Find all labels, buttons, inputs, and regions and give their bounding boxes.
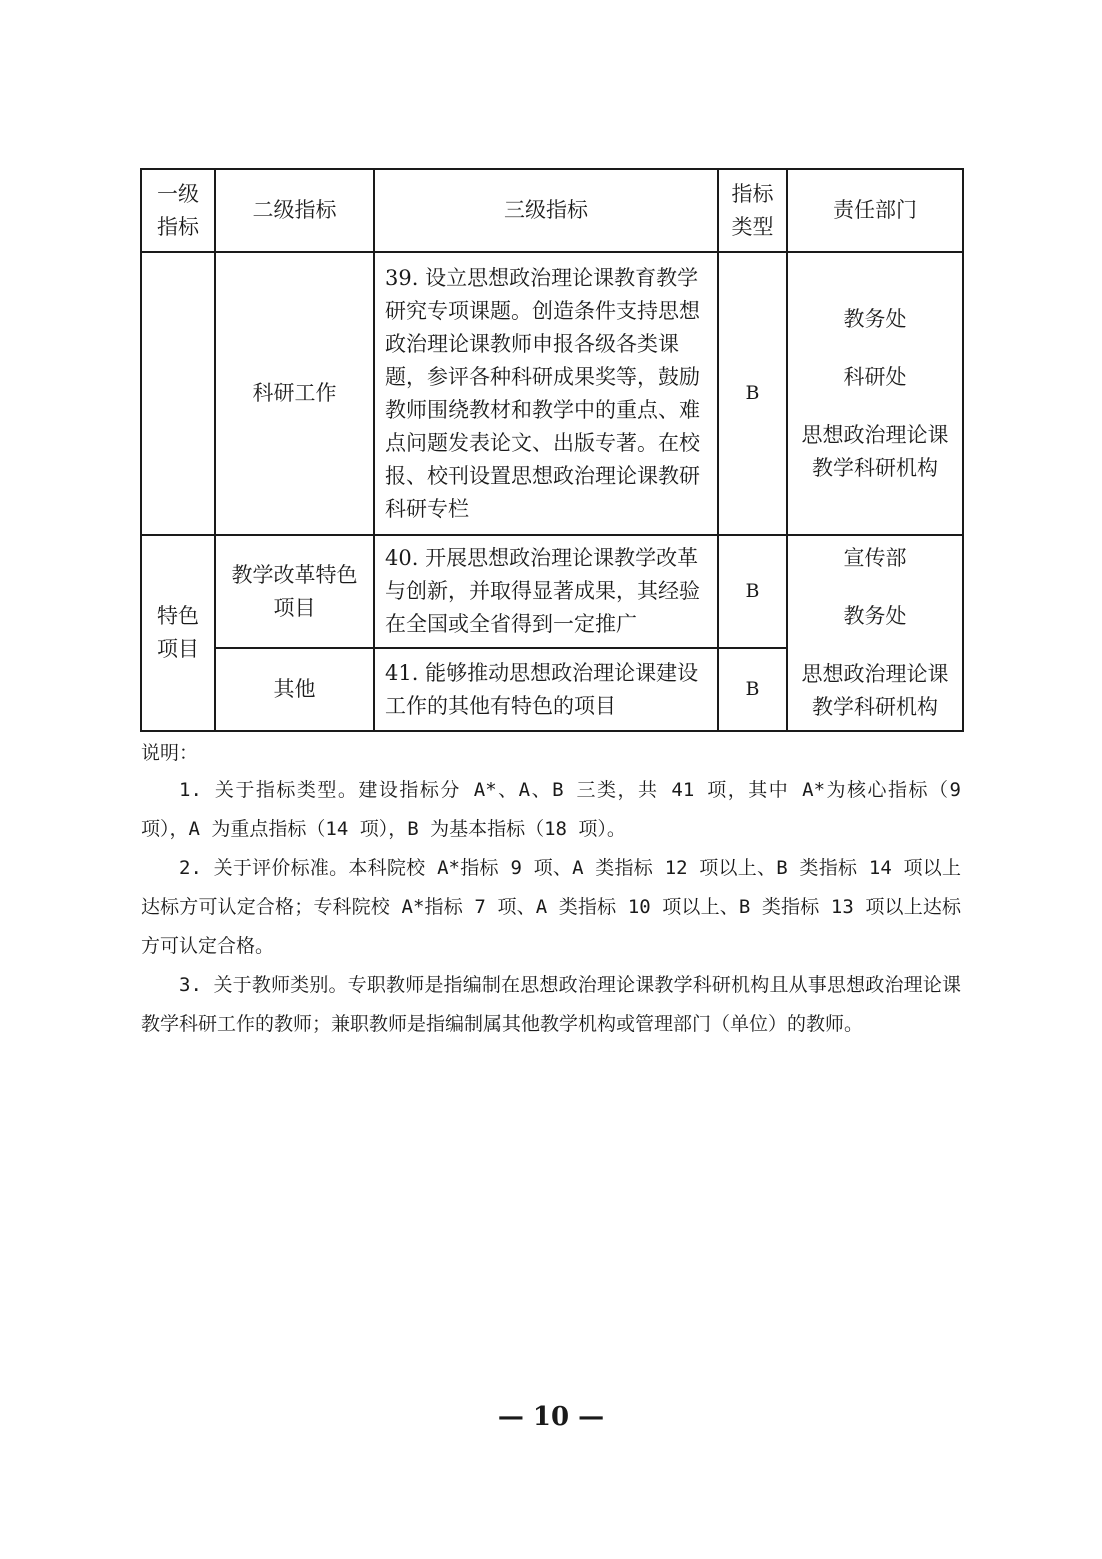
cell-level2: 科研工作 <box>215 252 374 535</box>
table-header-row <box>141 169 963 252</box>
header-type <box>718 169 787 252</box>
table-row <box>141 252 963 535</box>
page-number: — 10 — <box>497 1402 605 1432</box>
dept-item: 宣传部 <box>843 546 907 570</box>
dept-item: 科研处 <box>843 364 907 389</box>
dept-item: 教务处 <box>843 604 907 628</box>
cell-level3: 41. 能够推动思想政治理论课建设工作的其他有特色的项目 <box>374 648 718 731</box>
cell-dept <box>787 252 963 535</box>
note-item: 2. 关于评价标准。本科院校 A*指标 9 项、A 类指标 12 项以上、B 类指标 14 项以上达标方可认定合格；专科院校 A*指标 7 项、A 类指标 10 项以上、B 类指标 13 项以上达标方可认定合格。 <box>141 857 961 957</box>
cell-type: B <box>718 648 787 731</box>
dept-item: 思想政治理论课 教学科研机构 <box>801 422 949 480</box>
dept-item: 思想政治理论课 教学科研机构 <box>801 662 949 719</box>
cell-level1 <box>141 535 215 731</box>
cell-level3: 40. 开展思想政治理论课教学改革与创新，并取得显著成果，其经验在全国或全省得到一定推广 <box>374 535 718 648</box>
cell-dept <box>787 535 963 731</box>
header-type-text: 指标 类型 <box>731 181 774 239</box>
cell-level3: 39. 设立思想政治理论课教育教学研究专项课题。创造条件支持思想政治理论课教师申报各级各类课题，参评各种科研成果奖等，鼓励教师围绕教材和教学中的重点、难点问题发表论文、出版专著。在校报、校刊设置思想政治理论课教研科研专栏 <box>374 252 718 535</box>
header-level1-text: 一级 指标 <box>157 181 199 239</box>
cell-level2 <box>215 535 374 648</box>
notes-section <box>141 735 961 1044</box>
cell-type: B <box>718 252 787 535</box>
header-level3: 三级指标 <box>374 169 718 252</box>
header-level1 <box>141 169 215 252</box>
notes-label: 说明： <box>141 742 199 764</box>
cell-level2: 其他 <box>215 648 374 731</box>
note-item: 3. 关于教师类别。专职教师是指编制在思想政治理论课教学科研机构且从事思想政治理论课教学科研工作的教师；兼职教师是指编制属其他教学机构或管理部门（单位）的教师。 <box>141 974 961 1035</box>
cell-type: B <box>718 535 787 648</box>
table-row <box>141 535 963 648</box>
cell-level2-text: 教学改革特色 项目 <box>231 562 358 620</box>
dept-item: 教务处 <box>843 306 907 331</box>
indicator-table <box>140 168 964 732</box>
cell-level1-text: 特色 项目 <box>157 604 199 661</box>
header-level2: 二级指标 <box>215 169 374 252</box>
note-item: 1. 关于指标类型。建设指标分 A*、A、B 三类，共 41 项，其中 A*为核心指标（9 项），A 为重点指标（14 项），B 为基本指标（18 项）。 <box>141 779 961 840</box>
header-dept: 责任部门 <box>787 169 963 252</box>
cell-level1 <box>141 252 215 535</box>
